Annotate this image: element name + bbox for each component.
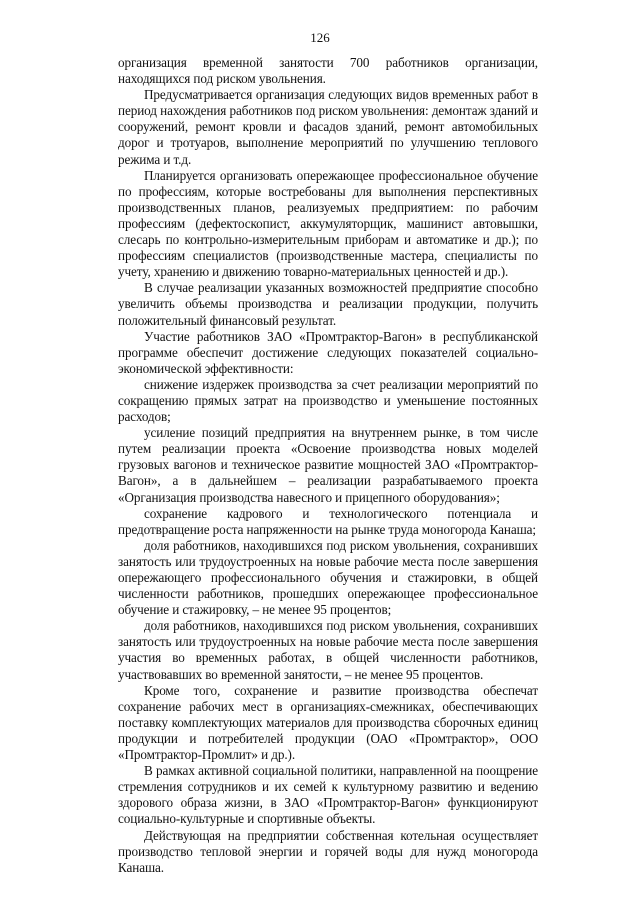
list-paragraph: доля работников, находившихся под риском увольнения, сохранивших занятость или трудоустроенных на новые рабочие места после завершения участия во временных работах, в общей численности работников, участвовавших во временной занятости, – не менее 95 процентов. bbox=[118, 618, 538, 682]
paragraph: Планируется организовать опережающее профессиональное обучение по профессиям, которые востребованы для выполнения перспективных производственных планов, реализуемых предприятием: по рабочим профессиям (дефектоскопист, аккумуляторщик, машинист автовышки, слесарь по контрольно-измерительным приборам и автоматике и др.); по профессиям специалистов (производственные мастера, специалисты по учету, хранению и движению товарно-материальных ценностей и др.). bbox=[118, 167, 538, 280]
page-number: 126 bbox=[310, 30, 330, 45]
paragraph: Предусматривается организация следующих видов временных работ в период нахождения работников под риском увольнения: демонтаж зданий и сооружений, ремонт кровли и фасадов зданий, ремонт автомобильных дорог и тротуаров, выполнение мероприятий по улучшению теплового режима и т.д. bbox=[118, 87, 538, 167]
list-paragraph: сохранение кадрового и технологического потенциала и предотвращение роста напряженности на рынке труда моногорода Канаша; bbox=[118, 505, 538, 537]
paragraph-continued: организация временной занятости 700 работников организации, находящихся под риском увольнения. bbox=[118, 55, 538, 87]
paragraph: Участие работников ЗАО «Промтрактор-Вагон» в республиканской программе обеспечит достижение следующих показателей социально-экономической эффективности: bbox=[118, 328, 538, 376]
list-paragraph: усиление позиций предприятия на внутреннем рынке, в том числе путем реализации проекта «Освоение производства новых моделей грузовых вагонов и техническое развитие мощностей ЗАО «Промтрактор-Вагон», а в дальнейшем – реализации разрабатываемого проекта «Организация производства навесного и прицепного оборудования»; bbox=[118, 425, 538, 505]
list-paragraph: снижение издержек производства за счет реализации мероприятий по сокращению прямых затрат на производство и уменьшение постоянных расходов; bbox=[118, 376, 538, 425]
list-paragraph: доля работников, находившихся под риском увольнения, сохранивших занятость или трудоустроенных на новые рабочие места после завершения опережающего профессионального обучения и стажировки, в общей численности работников, прошедших опережающее профессиональное обучение и стажировку, – не менее 95 процентов; bbox=[118, 537, 538, 618]
paragraph: Действующая на предприятии собственная котельная осуществляет производство тепловой энергии и горячей воды для нужд моногорода Канаша. bbox=[118, 827, 538, 875]
paragraph: В рамках активной социальной политики, направленной на поощрение стремления сотрудников и их семей к культурному развитию и ведению здорового образа жизни, в ЗАО «Промтрактор-Вагон» функционируют социально-культурные и спортивные объекты. bbox=[118, 763, 538, 827]
paragraph: Кроме того, сохранение и развитие производства обеспечат сохранение рабочих мест в организациях-смежниках, обеспечивающих поставку комплектующих материалов для производства сборочных единиц продукции и потребителей продукции (ОАО «Промтрактор», ООО «Промтрактор-Промлит» и др.). bbox=[118, 682, 538, 763]
paragraph: В случае реализации указанных возможностей предприятие способно увеличить объемы производства и реализации продукции, получить положительный финансовый результат. bbox=[118, 280, 538, 328]
document-body bbox=[118, 55, 538, 876]
